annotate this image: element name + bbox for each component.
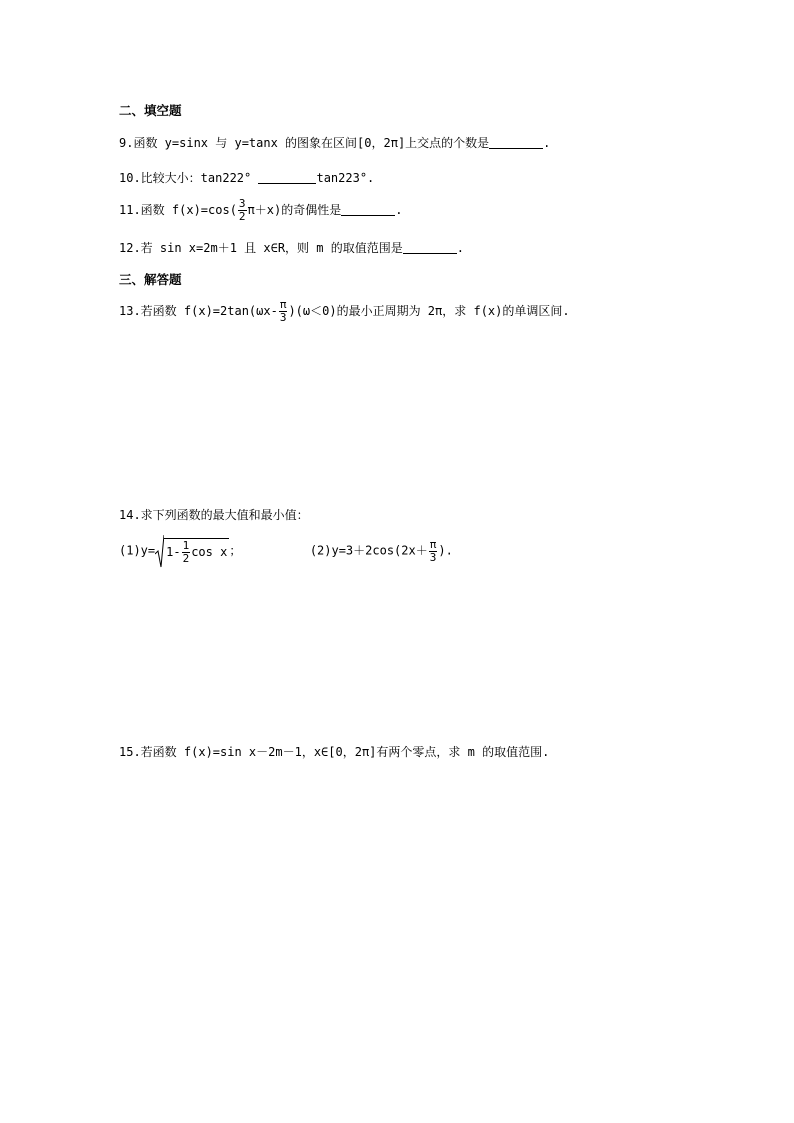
part-2-pre: (2)y=3＋2cos(2x＋ — [309, 543, 428, 558]
fraction-numerator: 3 — [238, 197, 246, 210]
fraction-3-2 — [238, 198, 247, 223]
question-10 — [119, 171, 374, 185]
question-9-end: . — [543, 136, 551, 150]
square-root-body — [164, 538, 229, 565]
question-12-end: . — [456, 241, 464, 255]
question-10-pre: 10.比较大小：tan222° — [119, 171, 252, 185]
radical-sign-icon — [155, 534, 164, 568]
fraction-pi-3 — [279, 299, 288, 324]
question-13-post: )(ω＜0)的最小正周期为 2π，求 f(x)的单调区间. — [288, 304, 570, 318]
question-11 — [119, 198, 402, 223]
fraction-denominator: 2 — [182, 551, 190, 565]
fraction-numerator: π — [279, 298, 287, 311]
part-1-one-minus: 1- — [166, 544, 181, 559]
part-1-cos: cos x — [191, 544, 228, 559]
part-2-post: ). — [438, 543, 453, 558]
fraction-1-2 — [182, 540, 191, 565]
question-13 — [119, 299, 570, 324]
fraction-denominator: 3 — [429, 550, 437, 564]
question-9 — [119, 136, 550, 150]
part-1-end: ； — [229, 543, 242, 558]
fraction-pi-3-b — [429, 539, 438, 564]
square-root — [155, 534, 229, 568]
question-11-post: π＋x)的奇偶性是 — [247, 203, 342, 217]
question-12-text: 12.若 sin x=2m＋1 且 x∈R，则 m 的取值范围是 — [119, 241, 403, 255]
fraction-numerator: π — [429, 537, 437, 551]
fraction-denominator: 2 — [238, 210, 246, 223]
question-9-text: 9.函数 y=sinx 与 y=tanx 的图象在区间[0，2π]上交点的个数是 — [119, 136, 490, 150]
question-12 — [119, 241, 464, 255]
question-14-parts — [119, 534, 453, 568]
question-15: 15.若函数 f(x)=sin x－2m－1，x∈[0，2π]有两个零点，求 m 的取值范围. — [119, 745, 550, 759]
answer-blank-12[interactable] — [403, 241, 457, 254]
answer-blank-9[interactable] — [489, 136, 543, 149]
part-1-pre: (1)y= — [119, 543, 156, 558]
question-13-pre: 13.若函数 f(x)=2tan(ωx- — [119, 304, 278, 318]
question-14-stem: 14.求下列函数的最大值和最小值： — [119, 508, 309, 522]
answer-blank-10[interactable] — [258, 171, 316, 184]
section-heading-fill-in: 二、填空题 — [119, 103, 182, 118]
question-11-end: . — [395, 203, 403, 217]
section-heading-answers: 三、解答题 — [119, 272, 182, 287]
question-11-pre: 11.函数 f(x)=cos( — [119, 203, 237, 217]
answer-blank-11[interactable] — [341, 203, 395, 216]
fraction-denominator: 3 — [279, 311, 287, 324]
fraction-numerator: 1 — [182, 538, 190, 552]
question-10-post: tan223°. — [316, 171, 375, 185]
